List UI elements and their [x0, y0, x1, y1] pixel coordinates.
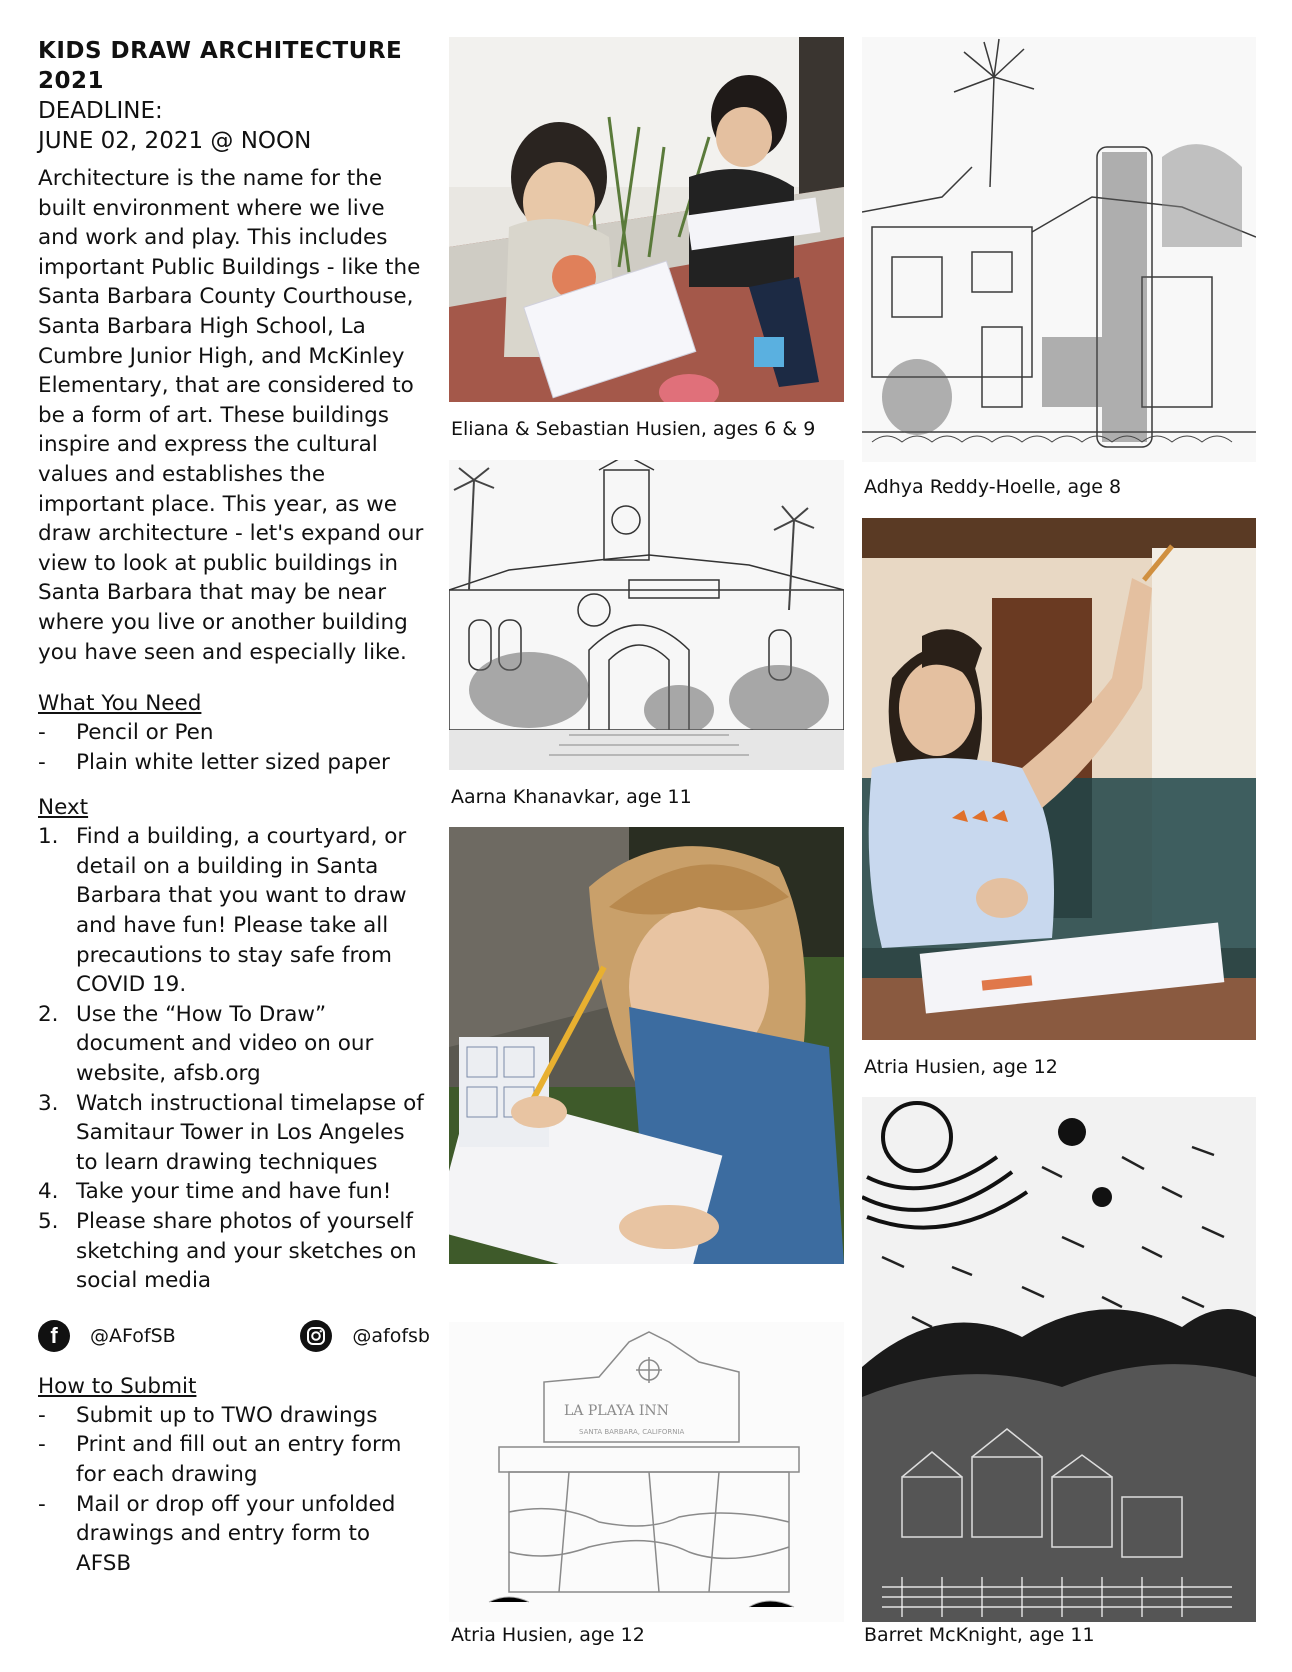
list-item — [38, 718, 430, 748]
sign-text-line1: LA PLAYA INN — [564, 1403, 669, 1419]
photo-caption: Atria Husien, age 12 — [864, 1056, 1058, 1078]
list-marker: - — [38, 1491, 46, 1517]
list-item — [38, 1000, 430, 1089]
tower-pencil-drawing — [862, 37, 1256, 462]
list-item-text: Please share photos of yourself sketching and your sketches on social media — [76, 1209, 417, 1294]
courthouse-drawing — [449, 460, 844, 770]
instagram-handle: @afofsb — [352, 1324, 430, 1347]
list-item-text: Pencil or Pen — [76, 720, 214, 746]
list-item-text: Use the “How To Draw” document and video on our website, afsb.org — [76, 1001, 374, 1087]
list-item — [38, 1430, 430, 1489]
list-item — [38, 1177, 430, 1207]
next-heading: Next — [38, 795, 89, 821]
list-item-text: Submit up to TWO drawings — [76, 1402, 378, 1428]
social-links — [38, 1316, 430, 1356]
drawing-caption: Atria Husien, age 12 — [451, 1624, 645, 1646]
instagram-link[interactable] — [300, 1320, 430, 1352]
kids-sketching-photo — [449, 37, 844, 402]
list-marker: - — [38, 720, 46, 746]
list-marker: - — [38, 1432, 46, 1458]
photo-caption: Eliana & Sebastian Husien, ages 6 & 9 — [451, 418, 816, 440]
drawing-caption: Aarna Khanavkar, age 11 — [451, 786, 692, 808]
how-to-submit-heading: How to Submit — [38, 1373, 197, 1399]
left-column — [38, 36, 430, 1578]
list-marker: - — [38, 749, 46, 775]
list-item-text: Print and fill out an entry form for each drawing — [76, 1432, 402, 1487]
list-item-text: Mail or drop off your unfolded drawings and entry form to AFSB — [76, 1491, 396, 1576]
list-item — [38, 1207, 430, 1296]
list-item — [38, 1401, 430, 1431]
how-to-submit-list — [38, 1401, 430, 1579]
list-number: 1. — [38, 824, 59, 850]
list-number: 4. — [38, 1179, 59, 1205]
list-item — [38, 822, 430, 1000]
girl-sketching-photo — [449, 827, 844, 1264]
page-title: KIDS DRAW ARCHITECTURE 2021 — [38, 38, 403, 94]
la-playa-inn-drawing — [449, 1322, 844, 1622]
list-item-text: Find a building, a courtyard, or detail on a building in Santa Barbara that you want to draw and have fun! Please take all precautions to stay safe from COVID 19. — [76, 824, 407, 998]
intro-paragraph: Architecture is the name for the built environment where we live and work and play. This includes important Public Buildings - like the Santa Barbara County Courthouse, Santa Barbara High School, La Cumbre Junior High, and McKinley Elementary, that are considered to be a form of art. These buildings inspire and express the cultural values and establishes the important place. This year, as we draw architecture - let's expand our view to look at public buildings in Santa Barbara that may be near where you live or another building you have seen and especially like. — [38, 166, 424, 665]
instagram-icon — [300, 1320, 332, 1352]
list-item-text: Take your time and have fun! — [76, 1179, 392, 1205]
list-marker: - — [38, 1402, 46, 1428]
girl-raising-pencil-photo — [862, 518, 1256, 1040]
list-item — [38, 1490, 430, 1579]
next-steps-list — [38, 822, 430, 1296]
what-you-need-list — [38, 718, 430, 777]
list-item-text: Plain white letter sized paper — [76, 749, 390, 775]
list-item — [38, 748, 430, 778]
drawing-caption: Barret McKnight, age 11 — [864, 1624, 1095, 1646]
facebook-icon — [38, 1320, 70, 1352]
facebook-link[interactable] — [38, 1320, 176, 1352]
ink-landscape-drawing — [862, 1097, 1256, 1622]
list-item-text: Watch instructional timelapse of Samitaur Tower in Los Angeles to learn drawing techniques — [76, 1090, 424, 1175]
list-number: 3. — [38, 1090, 59, 1116]
list-number: 2. — [38, 1001, 59, 1027]
list-item — [38, 1089, 430, 1178]
facebook-handle: @AFofSB — [90, 1324, 176, 1347]
deadline-date: JUNE 02, 2021 @ NOON — [38, 128, 312, 154]
sign-text-line2: SANTA BARBARA, CALIFORNIA — [579, 1428, 685, 1436]
drawing-caption: Adhya Reddy-Hoelle, age 8 — [864, 476, 1122, 498]
deadline-label: DEADLINE: — [38, 98, 163, 124]
facebook-glyph: f — [50, 1322, 58, 1348]
what-you-need-heading: What You Need — [38, 691, 202, 717]
list-number: 5. — [38, 1209, 59, 1234]
